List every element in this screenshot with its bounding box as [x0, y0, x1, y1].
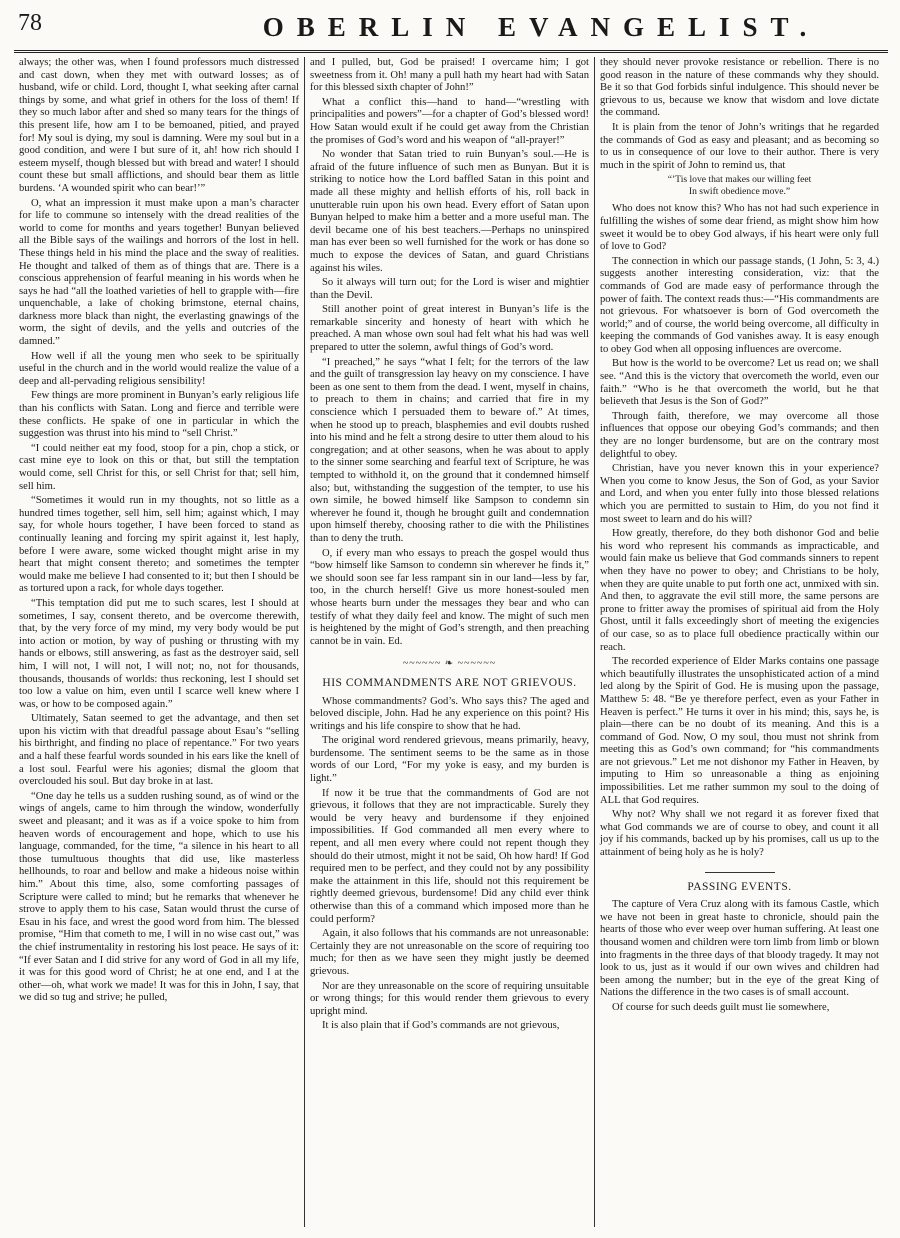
article-paragraph: The connection in which our passage stands, (1 John, 5: 3, 4.) suggests another interesting consideration, viz: that the commands of God are made easy of performance through the power of faith. The context reads thus:—“His commandments are not grievous. For whatsoever is born of God overcometh the world;” and of course, the world being overcome, all difficulty in keeping the commands of God vanishes away. It is easy enough to obey God when all opposing influences are overcome.: [600, 255, 879, 355]
column-1: [14, 57, 304, 1227]
article-paragraph: The original word rendered grievous, means primarily, heavy, burdensome. The sentiment seems to be the same as in those words of our Lord, “For my yoke is easy, and my burden is light.”: [310, 735, 589, 785]
section-divider: [705, 872, 775, 873]
article-paragraph: If now it be true that the commandments of God are not grievous, it follows that they are not impracticable. Surely they would be very heavy and burdensome if they enjoined impossibilities. If God commanded all men every where to repent, and all men every where could not repent though they should do their utmost, might it not be said, Oh how hard! If God required men to be perfect, and they could not by any possibility make the attainment in this life, should not this requirement be rightly deemed grievous, burdensome! Did any child ever think otherwise than this of a command which imposed more than he could perform?: [310, 787, 589, 925]
header-rule: [14, 50, 888, 53]
article-paragraph: Nor are they unreasonable on the score of requiring unsuitable or wrong things; for this would render them grievous to every upright mind.: [310, 980, 589, 1017]
article-paragraph: they should never provoke resistance or rebellion. There is no good reason in the nature of these commands why they should. Be it so that God forbids sinful indulgence. This should never be grievous to us, because we know that wisdom and love dictate the command.: [600, 57, 879, 119]
article-paragraph: Through faith, therefore, we may overcome all those influences that oppose our obeying God’s commands; and then they are no longer burdensome, but are on the contrary most delightful to obey.: [600, 410, 879, 460]
article-paragraph: O, what an impression it must make upon a man’s character for life to commune so intensely with the dread realities of the world to come for months and years together! Bunyan believed all the Bible says of the wailings and horrors of the lost in hell. These things held in his mind the place and the sway of realities. He thought and talked of them as of things that are. There is a conscious apprehension of fearful meaning in his words when he says he had “all the loathed varieties of hell to grapple with—fire unquenchable, a lake of choking brimstone, eternal chains, darkness more black than night, the everlasting gnawings of the worm, the sight of devils, and the yells and outcries of the damned.”: [19, 197, 299, 348]
article-paragraph: But how is the world to be overcome? Let us read on; we shall see. “And this is the victory that overcometh the world, even our faith.” “Who is he that overcometh the world, but he that believeth that Jesus is the Son of God?”: [600, 358, 879, 408]
article-paragraph: always; the other was, when I found professors much distressed and cast down, when they met with outward losses; as of husband, wife or child. Lord, thought I, what seeking after carnal things by some, and what grief in others for the loss of them! If they so much labor after and shed so many tears for the things of this present life, how am I to be bemoaned, pitied, and prayed for! My soul is dying, my soul is damning. Were my soul but in a good condition, and were I but sure of it, ah! how rich should I esteem myself, though blessed but with bread and water! I should count these but small afflictions, and should bear them as little burdens. ‘A wounded spirit who can bear!’”: [19, 57, 299, 194]
article-paragraph: Again, it also follows that his commands are not unreasonable: Certainly they are not unreasonable on the score of requiring too much; for then as we have seen they might justly be deemed grievous.: [310, 928, 589, 977]
article-paragraph: It is also plain that if God’s commands are not grievous,: [322, 1020, 560, 1032]
column-3: [594, 57, 884, 1227]
section-heading-commandments: HIS COMMANDMENTS ARE NOT GRIEVOUS.: [322, 676, 577, 689]
article-paragraph: “I preached,” he says “what I felt; for the terrors of the law and the guilt of transgression lay heavy on my conscience. I have been as one sent to them from the dead. I went, myself in chains, to preach to them in chains; and carried that fire in my conscience which I persuaded them to beware of.” At times, when he stood up to preach, blasphemies and evil doubts rushed into his mind and he felt a strong desire to utter them aloud to his congregation; and at other seasons, when he was about to apply to the sinner some searching and fearful text of Scripture, he was tempted to withhold it, on the ground that it condemned himself also; but, withstanding the suggestion of the tempter, to use his own simile, he bowed himself like Sampson to condemn sin wherever he found it, though he brought guilt and condemnation upon himself thereby, choosing rather to die with the Philistines than to deny the truth.: [310, 356, 589, 544]
article-paragraph: What a conflict this—hand to hand—“wrestling with principalities and powers”—for a chapter of God’s blessed word! How Satan would exult if he could get away from the Christian the promises of God’s word and his weapon of “all-prayer!”: [310, 96, 589, 146]
article-paragraph: Who does not know this? Who has not had such experience in fulfilling the wishes of some dear friend, as might show him how sweet it would be to obey God always, if his heart were only full of love to God?: [600, 203, 879, 253]
article-paragraph: How well if all the young men who seek to be spiritually useful in the church and in the world would realize the value of a deep and all-pervading religious sensibility!: [19, 350, 299, 387]
article-paragraph: and I pulled, but, God be praised! I overcame him; I got sweetness from it. Oh! many a pull hath my heart had with Satan for this blessed sixth chapter of John!”: [310, 57, 589, 94]
article-paragraph: O, if every man who essays to preach the gospel would thus “bow himself like Samson to condemn sin wherever he finds it,” we should soon see far less rampant sin in our land—less by far, too, in the church herself! Give us more honest-souled men whose hearts burn under the messages they bear and who can testify of what they daily feel and know. The might of such men is heightened by the might of God’s strength, and then preaching cannot be in vain. Ed.: [310, 547, 589, 647]
newspaper-title: OBERLIN EVANGELIST.: [262, 12, 820, 42]
article-paragraph: Ultimately, Satan seemed to get the advantage, and then set upon his victim with that dreadful passage about Esau’s “selling his birthright, and finding no place of repentance.” For two years and a half these fearful words sounded in his ears like the knell of a lost soul. Fearful were his agonies; dismal the gloom that overclouded his soul. But day broke in at last.: [19, 713, 299, 788]
article-paragraph: It is plain from the tenor of John’s writings that he regarded the commands of God as easy and pleasant; and as becoming so to us in consequence of our love to their author. There is very much in the spirit of John to remind us, that: [600, 121, 879, 171]
article-paragraph: Of course for such deeds guilt must lie somewhere,: [612, 1001, 830, 1013]
poem-line: In swift obedience move.”: [688, 185, 791, 197]
article-paragraph: “I could neither eat my food, stoop for a pin, chop a stick, or cast mine eye to look on this or that, but still the temptation would come, sell Christ for this, or sell Christ for that; sell him, sell him.: [19, 442, 299, 492]
article-columns: [14, 57, 888, 1227]
article-paragraph: “Sometimes it would run in my thoughts, not so little as a hundred times together, sell him, sell him; against which, I may say, for whole hours together, I have been forced to stand as continually leaning and forcing my spirit against it, lest haply, before I were aware, some wicked thought might arise in my heart that might consent thereto; and sometimes the tempter would make me believe I had consented to it; but then I should be as tortured upon a rack, for whole days together.: [19, 495, 299, 595]
poem-quote: [600, 174, 879, 197]
article-paragraph: Still another point of great interest in Bunyan’s life is the remarkable sincerity and honesty of heart with which he preached. A man whose own soul had felt what his had was well prepared to utter the solemn, awful things of God’s word.: [310, 304, 589, 354]
article-paragraph: How greatly, therefore, do they both dishonor God and belie his word who represent his commands as impracticable, and would fain make us believe that God commands sinners to repent when they have no power to obey; and Christians to be holy, when they are quite unable to put forth one act, unmixed with sin. And then, to aggravate the evil still more, the same persons are prone to fritter away the promises of spiritual aid from the Holy Ghost, until it falls exceedingly short of meeting the exigencies of our case, so as to place full obedience practically within our reach.: [600, 528, 879, 653]
article-paragraph: Whose commandments? God’s. Who says this? The aged and beloved disciple, John. Had he any experience on this point? His writings and his life conspire to show that he had.: [310, 695, 589, 732]
article-paragraph: “One day he tells us a sudden rushing sound, as of wind or the wings of angels, came to him through the window, wonderfully sweet and pleasant; and it was as if a voice spoke to him from heaven words of encouragement and hope, which to use his language, commanded, for the time, “a silence in his heart to all those tumultuous thoughts that did use, like masterless hellhounds, to roar and bellow and make a hideous noise within him.” About this time, also, some comforting passages of Scripture were called to mind; but he remarks that whenever he strove to apply them to his case, Satan would thrust the curse of Esau in his face, and wrest the good word from him. The blessed promise, “Him that cometh to me, I will in no wise cast out,” was the chief instrumentality in restoring his lost peace. He says of it: “If ever Satan and I did strive for any word of God in all my life, it was for this good word of Christ; he at one end, and I at the other—oh, what work we made! It was for this in John, I say, that we did so tug and strive; he pulled,: [19, 790, 299, 1004]
article-paragraph: No wonder that Satan tried to ruin Bunyan’s soul.—He is afraid of the future influence of such men as Bunyan. But it is striking to notice how the Lord baffled Satan in this point and made all these mighty and hellish efforts of his, roll back in unutterable ruin upon his own head. Every effort of Satan upon Bunyan helped to make him a better and a more useful man. The devil became one of his best teachers.—Perhaps no uninspired man has ever been so well furnished for the work or has done so much to expose the devices of Satan, and guard Christians against his wiles.: [310, 149, 589, 274]
page-number: 78: [18, 10, 42, 36]
article-paragraph: So it always will turn out; for the Lord is wiser and mightier than the Devil.: [310, 277, 589, 301]
article-paragraph: The capture of Vera Cruz along with its famous Castle, which we have not been in great haste to chronicle, should pain the hearts of those who ever weep over human suffering. At least one thousand women and children were torn limb from limb or blown into fragments in the three days of that bloody tragedy. It may not look to us, just as it would if our own wives and children had been among the number; but in the eye of the great King of Nations the difference in the two cases is of small account.: [600, 899, 879, 999]
section-ornament: ~~~~~~ ❧ ~~~~~~: [402, 658, 497, 670]
section-heading-passing-events: PASSING EVENTS.: [687, 880, 792, 893]
article-paragraph: Christian, have you never known this in your experience? When you come to know Jesus, the Son of God, as your Savior and Lord, and when you enter fully into those blessed relations which you are permitted to sustain to Him, do you not find it most sweet to learn and do his will?: [600, 463, 879, 525]
article-paragraph: Few things are more prominent in Bunyan’s early religious life than his conflicts with Satan. Long and fierce and terrible were these conflicts. He spake of one in particular in which the suggestion was thrust into his mind to “sell Christ.”: [19, 390, 299, 440]
article-paragraph: “This temptation did put me to such scares, lest I should at sometimes, I say, consent thereto, and be overcome therewith, that, by the very force of my mind, my very body would be put into action or motion, by way of pushing or thrusting with my hands or elbows, still answering, as fast as the destroyer said, sell him, I will not, I will not, I will not; no, not for thousands, thousands, thousands of worlds: thus reckoning, lest I should set too low a value on him, even until I scarce well knew where I was, or how to be composed again.”: [19, 597, 299, 710]
poem-line: “’Tis love that makes our willing feet: [667, 174, 812, 186]
column-2: [304, 57, 594, 1227]
masthead: [14, 6, 888, 50]
article-paragraph: The recorded experience of Elder Marks contains one passage which beautifully illustrates the unsophisticated action of a mind led along by the Spirit of God. He is musing upon the passage, Matthew 5: 48. “Be ye therefore perfect, even as your Father in Heaven is perfect.” He turns it over in his mind; this, says he, is plain—there can be no doubt of its meaning. And this is a command of God. Now, O my soul, thou must not shrink from meeting this as God’s own command; for “his commandments are not grievous.” Let me not dishonor my Father in Heaven, by imputing to Him so unreasonable a thing as enjoining impossibilities. Let me rather summon my soul to the doing of ALL that God requires.: [600, 656, 879, 806]
article-paragraph: Why not? Why shall we not regard it as forever fixed that what God commands we are of course to obey, and count it all joy if his commands, backed up by his promises, call us up to the attainment of being holy as he is holy?: [600, 809, 879, 859]
